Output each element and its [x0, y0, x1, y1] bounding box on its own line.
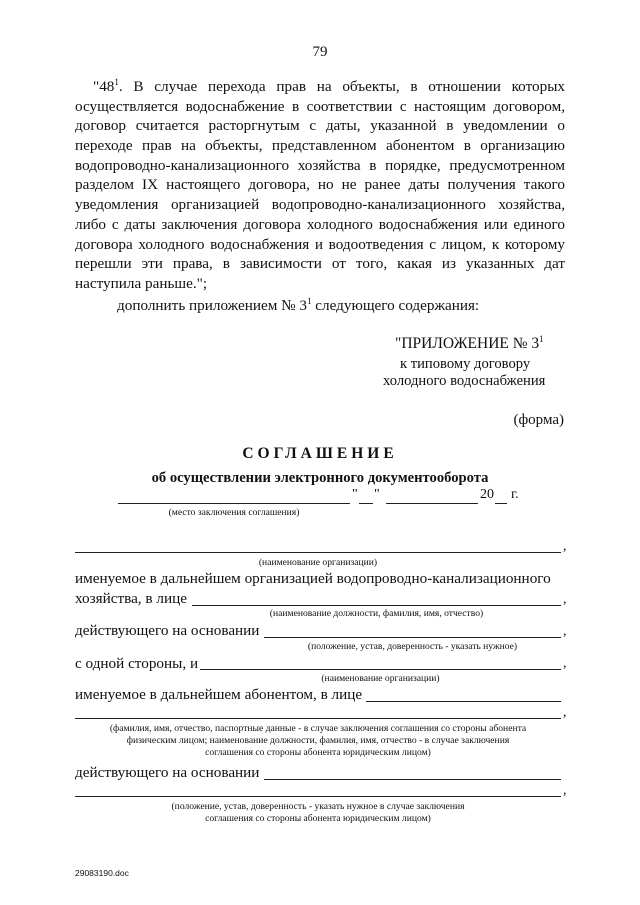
- appendix-subtitle: к типовому договору: [400, 356, 531, 372]
- in-person-text: хозяйства, в лице: [75, 590, 187, 607]
- subscriber-person-field-2[interactable]: [75, 718, 561, 719]
- subscriber-basis-field-2[interactable]: [75, 796, 561, 797]
- basis-hint: (положение, устав, доверенность - указать нужное): [307, 641, 518, 652]
- position-name-hint: (наименование должности, фамилия, имя, отчество): [269, 608, 484, 619]
- year-suffix: г.: [511, 487, 519, 502]
- org-name-hint: (наименование организации): [321, 673, 440, 684]
- paragraph-line: договора холодного водоснабжения и водоотведения с лицом, к которому: [75, 235, 565, 253]
- acting-text: действующего на основании: [75, 764, 260, 781]
- paragraph-48-1: [75, 77, 565, 294]
- appendix-subtitle: холодного водоснабжения: [383, 373, 546, 389]
- paragraph-line: уведомления организацией водопроводно-канализационного хозяйства,: [75, 196, 565, 214]
- subscriber-hint: физическим лицом; наименование должности, фамилия, имя, отчество - в случае заключения: [126, 735, 510, 746]
- add-appendix-text: следующего содержания:: [311, 297, 480, 314]
- agreement-subtitle: об осуществлении электронного документооборота: [151, 470, 489, 486]
- subscriber-hint: (фамилия, имя, отчество, паспортные данные - в случае заключения соглашения со стороны абонента: [109, 723, 527, 734]
- paragraph-line: [75, 77, 565, 97]
- comma: ,: [563, 624, 567, 639]
- subscriber-org-field[interactable]: [200, 669, 561, 670]
- superscript: 1: [307, 296, 312, 306]
- paragraph-line: либо с даты заключения договора холодного водоснабжения или единого: [75, 215, 565, 233]
- comma: ,: [563, 705, 567, 720]
- paragraph-line: договор считается расторгнутым с даты, указанной в уведомлении о: [75, 117, 565, 135]
- appendix-title: [395, 335, 544, 353]
- subscriber-text: именуемое в дальнейшем абонентом, в лице: [75, 686, 363, 703]
- year-field[interactable]: [495, 503, 507, 504]
- day-field[interactable]: [359, 503, 373, 504]
- add-appendix-line: [117, 297, 479, 315]
- org-name-hint: (наименование организации): [258, 557, 378, 568]
- paragraph-number: "48: [93, 78, 115, 95]
- comma: ,: [563, 656, 567, 671]
- footer-filename: 29083190.doc: [75, 868, 129, 878]
- date-quote-open: ": [352, 487, 358, 502]
- subscriber-person-field[interactable]: [366, 701, 561, 702]
- subscriber-basis-field[interactable]: [264, 779, 561, 780]
- acting-text: действующего на основании: [75, 622, 260, 639]
- appendix-title-text: "ПРИЛОЖЕНИЕ № 3: [395, 335, 540, 352]
- date-quote-close: ": [374, 487, 380, 502]
- org-name-field[interactable]: [75, 552, 561, 553]
- superscript: 1: [539, 334, 544, 344]
- month-field[interactable]: [386, 503, 478, 504]
- page-number: 79: [312, 44, 328, 60]
- basis-field[interactable]: [264, 637, 561, 638]
- year-prefix: 20: [480, 487, 494, 502]
- paragraph-line: наступила раньше.";: [75, 274, 208, 292]
- paragraph-line: осуществляется водоснабжение в соответствии с настоящим договором,: [75, 97, 565, 115]
- place-field[interactable]: [118, 503, 350, 504]
- representative-field[interactable]: [192, 605, 561, 606]
- paragraph-line: водопроводно-канализационного хозяйства в порядке, предусмотренном: [75, 156, 565, 174]
- subscriber-hint: соглашения со стороны абонента юридическим лицом): [205, 747, 431, 758]
- paragraph-line: переходе прав на объекты, представленном абонентом в организацию: [75, 137, 565, 155]
- add-appendix-text: дополнить приложением № 3: [117, 297, 307, 314]
- basis-hint: соглашения со стороны абонента юридическим лицом): [205, 813, 431, 824]
- form-label: (форма): [513, 412, 564, 428]
- comma: ,: [563, 539, 567, 554]
- place-hint: (место заключения соглашения): [168, 507, 300, 518]
- agreement-title: СОГЛАШЕНИЕ: [242, 445, 398, 462]
- one-side-text: с одной стороны, и: [75, 655, 199, 672]
- comma: ,: [563, 783, 567, 798]
- superscript: 1: [114, 77, 119, 87]
- comma: ,: [563, 592, 567, 607]
- referred-org-text: именуемое в дальнейшем организацией водопроводно-канализационного: [75, 570, 551, 587]
- paragraph-text: . В случае перехода прав на объекты, в отношении которых: [118, 78, 565, 95]
- paragraph-line: перешли эти права, в зависимости от того, какая из указанных дат: [75, 255, 565, 273]
- paragraph-line: разделом IX настоящего договора, но не ранее даты получения такого: [75, 176, 565, 194]
- basis-hint: (положение, устав, доверенность - указать нужное в случае заключения: [171, 801, 465, 812]
